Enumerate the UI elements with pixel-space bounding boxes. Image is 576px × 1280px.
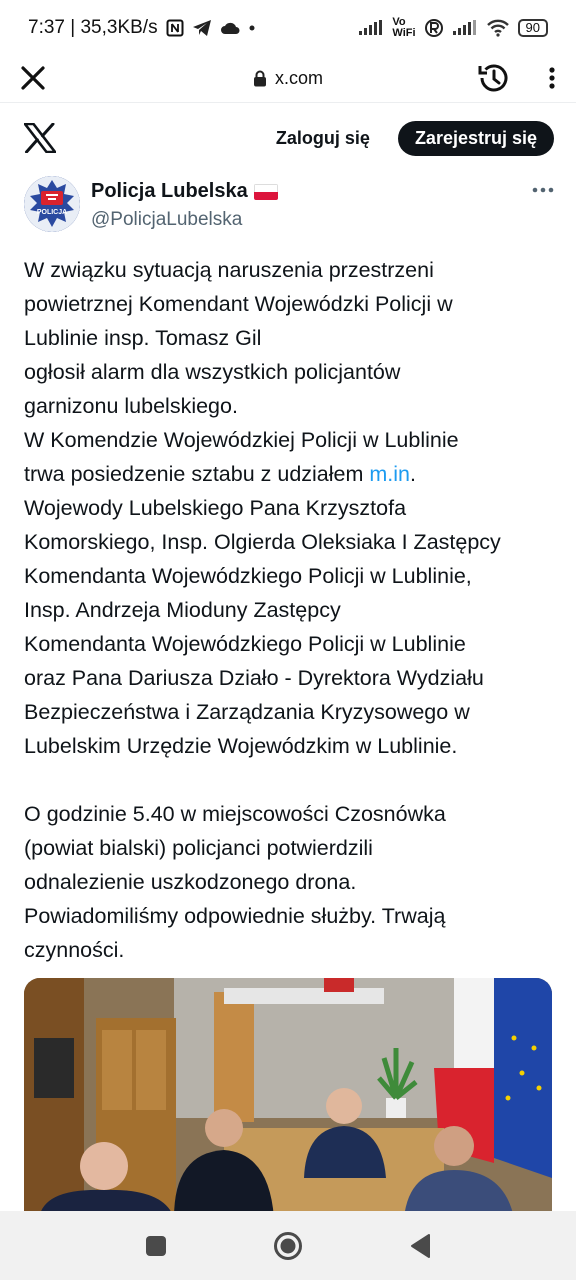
tweet-text bbox=[24, 253, 560, 967]
telegram-icon bbox=[192, 19, 212, 37]
avatar-badge-text: POLICJA bbox=[36, 209, 68, 216]
back-icon[interactable] bbox=[409, 1233, 431, 1259]
vowifi-bottom: WiFi bbox=[392, 27, 416, 39]
browser-bar bbox=[0, 56, 576, 100]
url-text[interactable]: x.com bbox=[274, 67, 323, 88]
android-nav-bar bbox=[0, 1211, 576, 1280]
status-time-speed: 7:37 | 35,3KB/s bbox=[28, 17, 158, 38]
status-bar bbox=[0, 0, 576, 56]
recents-icon[interactable] bbox=[145, 1235, 167, 1257]
more-vert-icon[interactable] bbox=[548, 67, 556, 89]
tweet-header bbox=[24, 176, 554, 238]
more-horiz-icon[interactable] bbox=[532, 172, 554, 200]
x-logo-icon[interactable] bbox=[24, 123, 56, 153]
dot-icon bbox=[248, 24, 256, 32]
vowifi-top: Vo bbox=[392, 16, 406, 28]
cloud-icon bbox=[220, 21, 240, 35]
login-button[interactable]: Zaloguj się bbox=[275, 127, 370, 148]
lock-icon bbox=[253, 70, 267, 87]
close-icon[interactable] bbox=[20, 65, 46, 91]
signal-icon bbox=[358, 20, 384, 36]
history-icon[interactable] bbox=[476, 60, 512, 96]
signal-2-icon bbox=[452, 20, 478, 36]
avatar[interactable] bbox=[24, 176, 80, 232]
tweet-text-part-1: W związku sytuacją naruszenia przestrzeni powietrznej Komendant Wojewódzki Policji w Lublinie insp. Tomasz Gil ogłosił alarm dla wszystkich policjantów garnizonu lubelskiego. W Komendzie Wojewódzkiej Policji w Lublinie trwa posiedzenie sztabu z udziałem bbox=[24, 258, 459, 486]
tweet-link-min[interactable]: m.in bbox=[369, 462, 411, 486]
poland-flag-icon bbox=[254, 184, 278, 200]
register-button[interactable]: Zarejestruj się bbox=[398, 121, 554, 156]
registered-icon bbox=[424, 18, 444, 38]
wifi-icon bbox=[486, 19, 510, 37]
browser-divider bbox=[0, 102, 576, 103]
display-name-row bbox=[91, 180, 278, 203]
home-icon[interactable] bbox=[273, 1231, 303, 1261]
handle[interactable]: @PolicjaLubelska bbox=[91, 209, 243, 230]
battery-indicator: 90 bbox=[518, 19, 548, 37]
x-header bbox=[24, 118, 554, 158]
vowifi-indicator bbox=[392, 17, 415, 39]
display-name[interactable]: Policja Lubelska bbox=[91, 180, 248, 202]
nfc-icon bbox=[166, 19, 184, 37]
tweet-text-part-2: . Wojewody Lubelskiego Pana Krzysztofa Komorskiego, Insp. Olgierda Oleksiaka I Zastępcy Komendanta Wojewódzkiego Policji w Lublinie, Insp. Andrzeja Mioduny Zastępcy Komendanta Wojewódzkiego Policji w Lublinie oraz Pana Dariusza Działo - Dyrektora Wydziału Bezpieczeństwa i Zarządzania Kryzysowego w Lubelskim Urzędzie Wojewódzkim w Lublinie. O godzinie 5.40 w miejscowości Czosnówka (powiat bialski) policjanci potwierdzili odnalezienie uszkodzonego drona. Powiadomiliśmy odpowiednie służby. Trwają czynności. bbox=[24, 462, 501, 962]
tweet-photo-illustration bbox=[24, 978, 552, 1218]
tweet-photo[interactable] bbox=[24, 978, 552, 1218]
